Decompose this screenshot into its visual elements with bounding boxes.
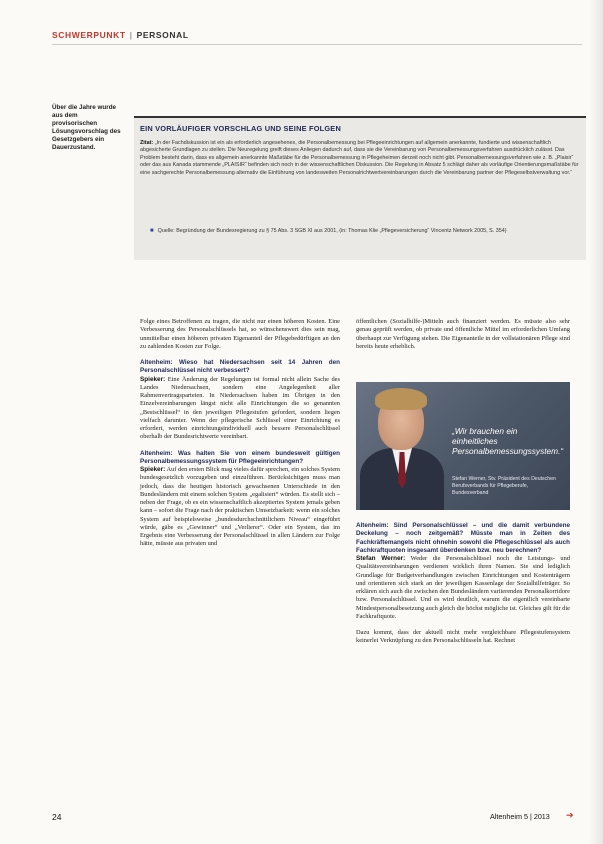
portrait-photo [356, 382, 570, 510]
interview-answer [140, 466, 340, 549]
interview-question: Altenheim: Wieso hat Niedersachsen seit 14 Jahren den Personalschlüssel nicht verbessert? [140, 359, 340, 375]
paragraph: Folge eines Betroffenen zu tragen, die nicht nur einen höheren Kosten. Eine Verbesserung des Personalschlüssels hat, so wünschenswert dies sein mag, unmittelbar einen höheren privaten Eigenanteil der Pflegebedürftigen an den zu zahlenden Kosten zur Folge. [140, 318, 340, 350]
info-box-body: „In der Fachdiskussion ist ein als erforderlich angesehenes, die Personalbemessung bei Pflegeeinrichtungen auf allgemein anerkannte, fundierte und wissenschaftlich abgesicherte Grundlagen zu stellen. Die Neuregelung greift dieses Anliegen dadurch auf, dass sie die Vereinbarung von Personalbemessungsverfahren ausdrücklich zulässt. Das Problem besteht darin, dass es allgemein anerkannte Maßstäbe für die Personalbemessung in Pflegeheimen derzeit noch nicht gibt. Personalbemessungsverfahren wie z. B. „Plaisir“ oder das aus Kanada stammende „PLAISIR“ befinden sich noch in der wissenschaftlichen Diskussion. Die Regelung in Absatz 5 schlägt daher als vorläufige Orientierungsmaßstäbe für eine sachgerechte Personalbemessung alternativ die Einführung von landesweiten Personalrichtwertvereinbarungen durch die Vereinbarung partner der Pflegeselbstverwaltung vor.“ [140, 140, 579, 176]
portrait-hair [375, 388, 427, 410]
info-box-source-text: Quelle: Begründung der Bundesregierung zu § 75 Abs. 3 SGB XI aus 2001, (in: Thomas Klie „Pflegeversicherung“ Vincentz Network 2005, S. 354) [157, 228, 507, 234]
speaker-label: Spieker: [140, 375, 166, 383]
speaker-label: Spieker: [140, 466, 166, 474]
page-number: 24 [52, 812, 62, 822]
interview-answer [356, 555, 570, 621]
text-column-right-lower [356, 522, 570, 654]
margin-note: Über die Jahre wurde aus dem provisorischen Lösungsvorschlag des Gesetzgebers ein Dauerzustand. [52, 104, 121, 151]
text-column-left [140, 318, 340, 557]
info-box [134, 116, 586, 260]
header-separator: | [129, 30, 133, 40]
answer-text: Auf den ersten Blick mag vieles dafür sprechen, ein solches System bundesgesetzlich vorzugeben und einzuführen. Berücksichtigen muss man jedoch, dass die heutigen historisch gewachsenen Unterschiede in den Bundesländern mit einem solchen System „egalisiert“ würden. Es stellt sich – neben der Frage, ob es ein wissenschaftlich akzeptiertes System jemals geben kann – sofort die Frage nach der praktischen Umsetzbarkeit: wenn ein solches System auf beispielsweise „bundesdurchschnittlichem Niveau“ eingeführt würde, gäbe es „Gewinner“ und „Verlierer“. Oder ein System, das im Ergebnis eine Verbesserung der Personalschlüssel in allen Ländern zur Folge hätte, müsste aus privaten und [140, 466, 341, 548]
photo-caption: Stefan Werner, Stv. Präsident des Deutschen Berufsverbands für Pflegeberufe, Bundesverband [452, 476, 556, 496]
speaker-label: Stefan Werner: [356, 555, 406, 563]
info-box-lead: Zitat: [140, 140, 154, 146]
journal-issue: Altenheim 5 | 2013 [490, 812, 550, 821]
info-box-title: EIN VORLÄUFIGER VORSCHLAG UND SEINE FOLGEN [140, 124, 341, 133]
arrow-right-icon: ➔ [566, 810, 574, 820]
pull-quote: „Wir brauchen ein einheitliches Personalbemessungssystem.“ [452, 426, 564, 456]
text-column-right [356, 318, 570, 359]
paragraph: Dazu kommt, dass der aktuell nicht mehr vergleichbare Pflegestufensystem keinerlei Verknüpfung zu den Personalschlüsseln hat. Rechnet [356, 629, 570, 645]
answer-text: Eine Änderung der Regelungen ist formal nicht allein Sache des Landes Niedersachsen, sondern eine Angelegenheit aller Rahmenvertragsparteien. In Niedersachsen haben im Übrigen in den Einzelvereinbarungen längst nicht alle Einrichtungen die so genannten „Bestschlüssel“ in den jeweiligen Pflegestufen gefordert, sondern liegen vielfach darunter. Wenn der pflegerische Schlüssel einer Einrichtung es erfordert, werden einrichtungsindividuell auch bessere Personalschlüssel oberhalb der Bundesrichtwerte vereinbart. [140, 375, 340, 441]
header-rule [52, 44, 582, 45]
answer-text: Weder die Personalschlüssel noch die Leistungs- und Qualitätsvereinbarungen verdienen wirklich ihren Namen. Sie sind lediglich Grundlage für Budgetverhandlungen zwischen Einrichtungen und Kostenträgern und orientieren sich stark an der jeweiligen Kassenlage der Sozialhilfeträger. So erklären sich auch die zwischen den Bundesländern variierenden Personalkorridore bzw. Personalschlüssel. Und es wird deutlich, warum die eigentlich vereinbarte Mindestpersonalbesetzung auch gleich die höchst mögliche ist. Gleiches gilt für die Fachkraftquote. [356, 555, 570, 620]
info-box-text [140, 140, 580, 177]
interview-answer [140, 376, 340, 442]
interview-question: Altenheim: Sind Personalschlüssel – und die damit verbundene Deckelung – noch zeitgemäß? Müsste man in Zeiten des Fachkräftemangels nicht ohnehin sowohl die Pflegeschlüssel als auch Fachkraftquoten insgesamt überdenken bzw. neu berechnen? [356, 522, 570, 554]
topic-label: PERSONAL [136, 30, 189, 40]
section-label: SCHWERPUNKT [52, 30, 126, 40]
info-box-source [150, 228, 570, 235]
bullet-icon: ■ [150, 228, 154, 234]
scan-shadow [589, 0, 603, 844]
section-header [52, 30, 189, 40]
paragraph: öffentlichen (Sozialhilfe-)Mitteln auch finanziert werden. Es müsste also sehr genau geprüft werden, ob private und öffentliche Mittel im erforderlichen Umfang überhaupt zur Verfügung stehen. Die Eigenanteile in der vollstationären Pflege sind bereits heute erheblich. [356, 318, 570, 350]
interview-question: Altenheim: Was halten Sie von einem bundesweit gültigen Personalbemessungssystem für Pflegeeinrichtungen? [140, 449, 340, 465]
